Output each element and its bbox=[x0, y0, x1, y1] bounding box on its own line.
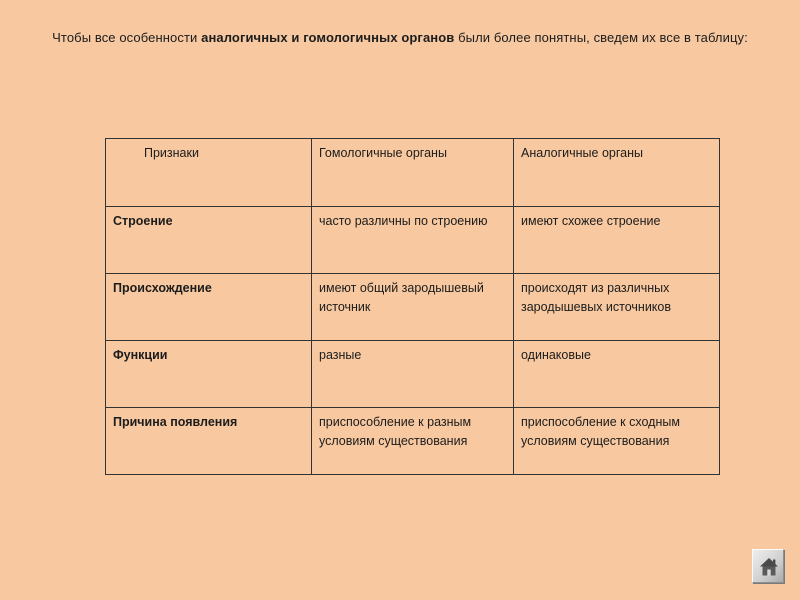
cell-homologous: имеют общий зародышевый источник bbox=[312, 274, 514, 341]
cell-homologous: часто различны по строению bbox=[312, 207, 514, 274]
home-icon bbox=[759, 557, 779, 577]
header-cell-features: Признаки bbox=[106, 139, 312, 207]
table-header-row bbox=[106, 139, 720, 207]
cell-analogous: одинаковые bbox=[514, 341, 720, 408]
cell-homologous: приспособление к разным условиям существования bbox=[312, 408, 514, 475]
cell-homologous: разные bbox=[312, 341, 514, 408]
row-label: Функции bbox=[106, 341, 312, 408]
table-row bbox=[106, 207, 720, 274]
table-row bbox=[106, 274, 720, 341]
table-row bbox=[106, 408, 720, 475]
intro-text-part2: были более понятны, сведем их все в таблицу: bbox=[454, 30, 748, 45]
header-cell-analogous: Аналогичные органы bbox=[514, 139, 720, 207]
intro-text bbox=[40, 28, 760, 47]
cell-analogous: имеют схожее строение bbox=[514, 207, 720, 274]
row-label: Причина появления bbox=[106, 408, 312, 475]
intro-text-part1: Чтобы все особенности bbox=[52, 30, 202, 45]
header-cell-homologous: Гомологичные органы bbox=[312, 139, 514, 207]
comparison-table-container bbox=[105, 138, 719, 473]
intro-text-bold: аналогичных и гомологичных органов bbox=[201, 30, 455, 45]
row-label: Происхождение bbox=[106, 274, 312, 341]
cell-analogous: происходят из различных зародышевых источников bbox=[514, 274, 720, 341]
home-button[interactable] bbox=[752, 549, 784, 583]
row-label: Строение bbox=[106, 207, 312, 274]
table-row bbox=[106, 341, 720, 408]
comparison-table bbox=[105, 138, 720, 475]
cell-analogous: приспособление к сходным условиям существования bbox=[514, 408, 720, 475]
